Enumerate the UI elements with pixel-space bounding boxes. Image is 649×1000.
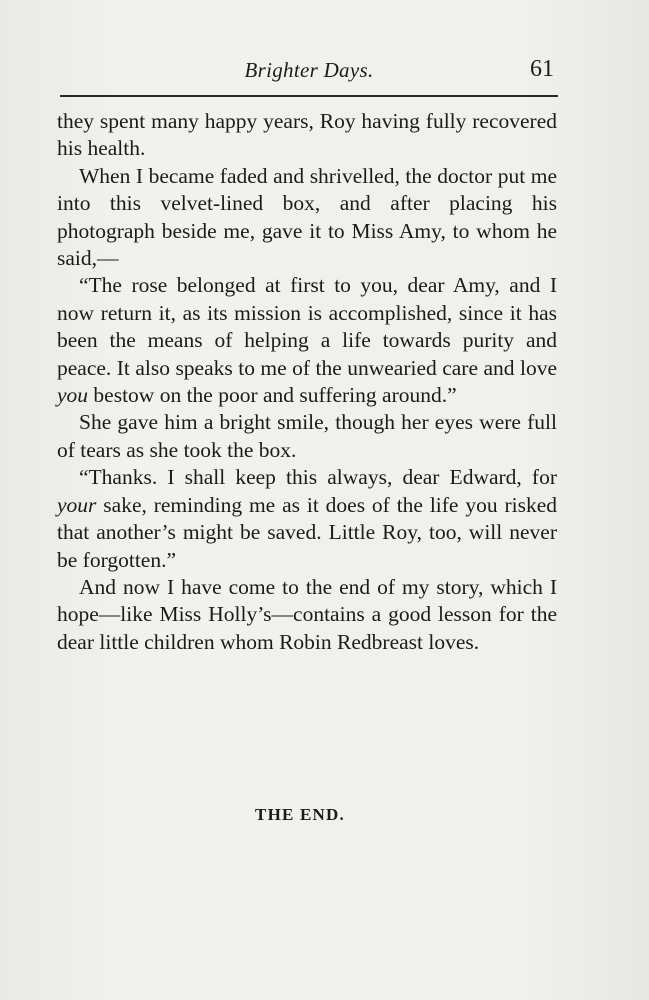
body-text — [57, 108, 557, 656]
paragraph-3-text-a: “The rose belonged at first to you, dear Amy, and I now return it, as its mission is accomplished, since it has been the means of helping a life towards purity and peace. It also speaks to me of the unwearied care and love — [57, 273, 557, 380]
running-head — [60, 56, 558, 86]
paragraph-5-emphasis: your — [57, 492, 97, 517]
page-number: 61 — [530, 56, 554, 82]
running-title: Brighter Days. — [244, 58, 374, 82]
paragraph-6: And now I have come to the end of my story, which I hope—like Miss Holly’s—contains a good lesson for the dear little children whom Robin Redbreast loves. — [57, 574, 557, 654]
paragraph-3-text-b: bestow on the poor and suffering around.” — [88, 383, 457, 408]
paragraph-5 — [57, 464, 557, 574]
paragraph-2: When I became faded and shrivelled, the doctor put me into this velvet-lined box, and after placing his photograph beside me, gave it to Miss Amy, to whom he said,— — [57, 163, 557, 271]
paragraph-4: She gave him a bright smile, though her eyes were full of tears as she took the box. — [57, 410, 557, 462]
paragraph-1: they spent many happy years, Roy having fully recovered his health. — [57, 109, 557, 161]
the-end-label: THE END. — [255, 805, 345, 824]
paragraph-5-text-b: sake, reminding me as it does of the life you risked that another’s might be saved. Little Roy, too, will never be forgotten.” — [57, 492, 557, 572]
paragraph-3-emphasis: you — [57, 383, 89, 408]
paragraph-5-text-a: “Thanks. I shall keep this always, dear Edward, for — [79, 465, 557, 490]
paragraph-3 — [57, 272, 557, 409]
header-rule — [60, 95, 558, 97]
